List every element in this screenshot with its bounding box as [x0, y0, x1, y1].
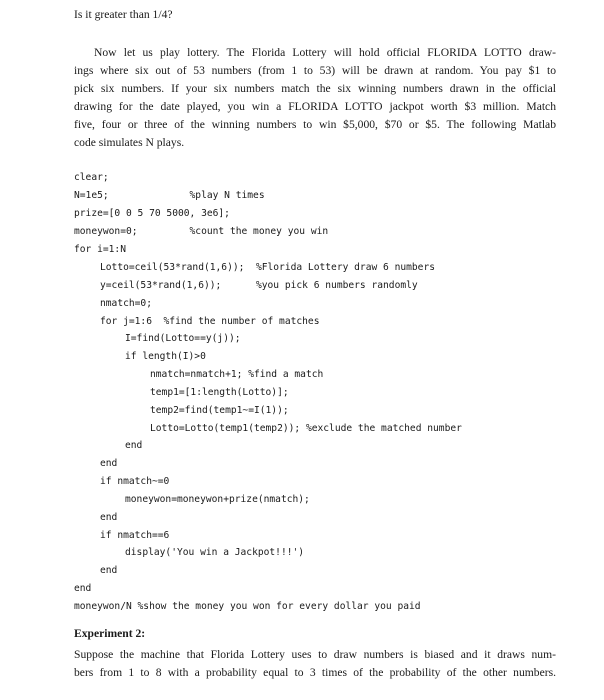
code-line: nmatch=nmatch+1; %find a match — [150, 369, 324, 380]
code-line: nmatch=0; — [100, 298, 152, 309]
intro-line: pick six numbers. If your six numbers match the six winning numbers drawn in the official — [74, 82, 556, 96]
code-line: Lotto=Lotto(temp1(temp2)); %exclude the matched number — [150, 423, 462, 434]
code-line: moneywon/N %show the money you won for every dollar you paid — [74, 601, 421, 612]
experiment2-heading: Experiment 2: — [74, 627, 146, 640]
intro-line: ings where six out of 53 numbers (from 1 to 53) will be drawn at random. You pay $1 to — [74, 64, 556, 78]
code-line: moneywon=moneywon+prize(nmatch); — [125, 494, 310, 505]
code-line: temp1=[1:length(Lotto)]; — [150, 387, 289, 398]
code-line: y=ceil(53*rand(1,6)); %you pick 6 numbers randomly — [100, 280, 418, 291]
code-line: if length(I)>0 — [125, 351, 206, 362]
intro-line: Now let us play lottery. The Florida Lottery will hold official FLORIDA LOTTO draw- — [94, 46, 556, 59]
code-line: prize=[0 0 5 70 5000, 3e6]; — [74, 208, 230, 219]
code-line: end — [100, 458, 118, 469]
code-line: temp2=find(temp1~=I(1)); — [150, 405, 289, 416]
code-line: moneywon=0; %count the money you win — [74, 226, 329, 237]
code-line: end — [100, 565, 118, 576]
code-line: for j=1:6 %find the number of matches — [100, 316, 320, 327]
code-line: end — [100, 512, 118, 523]
code-line: end — [74, 583, 92, 594]
code-line: Lotto=ceil(53*rand(1,6)); %Florida Lottery draw 6 numbers — [100, 262, 436, 273]
intro-paragraph — [74, 44, 556, 153]
intro-line: code simulates N plays. — [74, 136, 185, 150]
experiment2-paragraph — [74, 646, 556, 682]
question-text: Is it greater than 1/4? — [74, 8, 173, 21]
experiment2-line: bers from 1 to 8 with a probability equal to 3 times of the probability of the other numbers. — [74, 666, 556, 680]
code-line: if nmatch~=0 — [100, 476, 170, 487]
code-line: I=find(Lotto==y(j)); — [125, 333, 241, 344]
code-line: for i=1:N — [74, 244, 126, 255]
code-line: N=1e5; %play N times — [74, 190, 265, 201]
experiment2-line: Suppose the machine that Florida Lottery uses to draw numbers is biased and it draws num- — [74, 648, 556, 661]
code-line: display('You win a Jackpot!!!') — [125, 547, 305, 558]
code-line: if nmatch==6 — [100, 530, 170, 541]
intro-line: drawing for the date played, you win a FLORIDA LOTTO jackpot worth $3 million. Match — [74, 100, 556, 114]
intro-line: five, four or three of the winning numbers to win $5,000, $70 or $5. The following Matlab — [74, 118, 556, 132]
code-line: end — [125, 440, 143, 451]
code-line: clear; — [74, 172, 109, 183]
